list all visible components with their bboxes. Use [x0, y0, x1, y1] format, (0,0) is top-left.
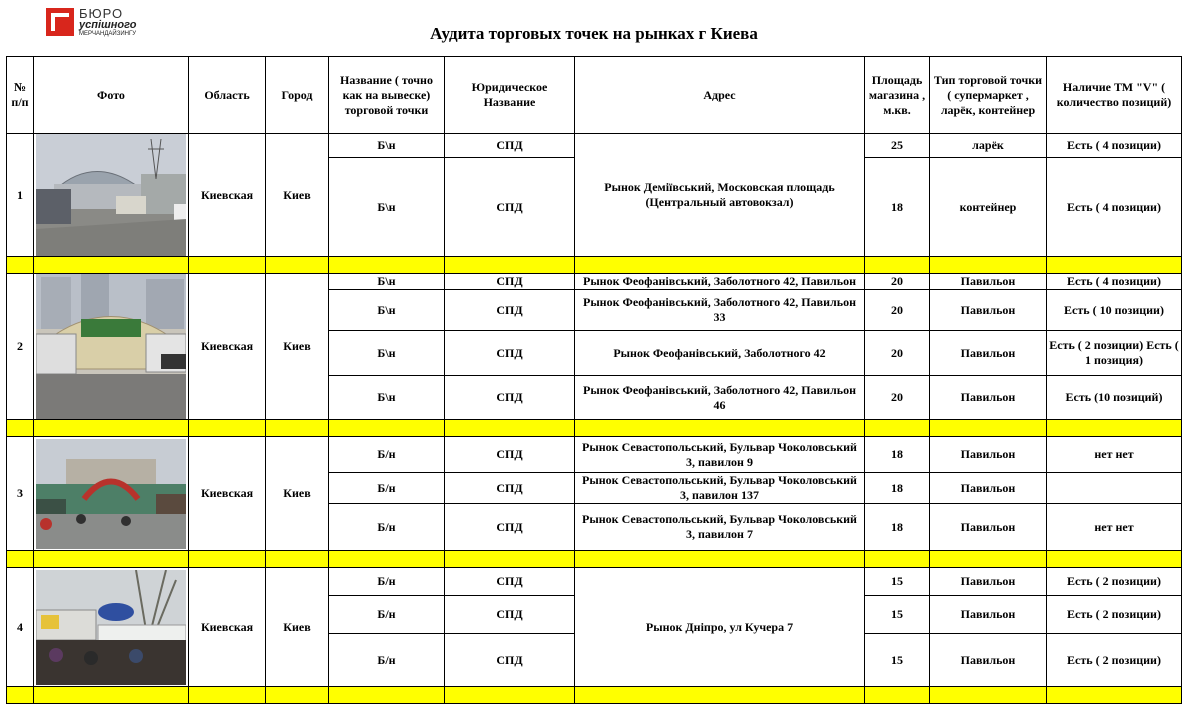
address-cell: Рынок Дніпро, ул Кучера 7 [575, 568, 865, 687]
tm-cell: Есть ( 10 позиции) [1047, 290, 1182, 331]
area-cell: 15 [865, 568, 930, 596]
legal-cell: СПД [445, 596, 575, 634]
address-cell: Рынок Феофанівський, Заболотного 42, Павильон 46 [575, 376, 865, 420]
legal-cell: СПД [445, 376, 575, 420]
name-cell: Б/н [329, 596, 445, 634]
name-cell: Б\н [329, 290, 445, 331]
name-cell: Б/н [329, 473, 445, 504]
area-cell: 20 [865, 331, 930, 376]
address-cell: Рынок Феофанівський, Заболотного 42 [575, 331, 865, 376]
header-photo: Фото [34, 57, 189, 134]
header-tm: Наличие ТМ "V" ( количество позиций) [1047, 57, 1182, 134]
type-cell: ларёк [930, 134, 1047, 158]
legal-cell: СПД [445, 473, 575, 504]
page-title: Аудита торговых точек на рынках г Киева [430, 24, 758, 43]
name-cell: Б/н [329, 568, 445, 596]
tm-cell [1047, 473, 1182, 504]
area-cell: 15 [865, 634, 930, 687]
table-row [7, 134, 1182, 158]
address-cell: Рынок Севастопольський, Бульвар Чоколовський 3, павилон 7 [575, 504, 865, 551]
address-cell: Рынок Севастопольський, Бульвар Чоколовський 3, павилон 9 [575, 437, 865, 473]
name-cell: Б/н [329, 504, 445, 551]
row-number: 4 [7, 568, 34, 687]
address-cell: Рынок Севастопольський, Бульвар Чоколовський 3, павилон 137 [575, 473, 865, 504]
market-2-photo [34, 274, 189, 420]
header-name: Название ( точно как на вывеске) торговой точки [329, 57, 445, 134]
type-cell: Павильон [930, 596, 1047, 634]
city-cell: Киев [266, 437, 329, 551]
header-row [7, 57, 1182, 134]
type-cell: Павильон [930, 290, 1047, 331]
separator-row [7, 551, 1182, 568]
name-cell: Б\н [329, 134, 445, 158]
legal-cell: СПД [445, 290, 575, 331]
tm-cell: нет нет [1047, 437, 1182, 473]
type-cell: Павильон [930, 331, 1047, 376]
market-4-photo [34, 568, 189, 687]
separator-row [7, 687, 1182, 704]
name-cell: Б\н [329, 274, 445, 290]
legal-cell: СПД [445, 274, 575, 290]
separator-row [7, 257, 1182, 274]
city-cell: Киев [266, 274, 329, 420]
region-cell: Киевская [189, 134, 266, 257]
legal-cell: СПД [445, 134, 575, 158]
tm-cell: Есть ( 2 позиции) Есть ( 1 позиция) [1047, 331, 1182, 376]
region-cell: Киевская [189, 274, 266, 420]
tm-cell: Есть ( 4 позиции) [1047, 134, 1182, 158]
legal-cell: СПД [445, 437, 575, 473]
address-cell: Рынок Феофанівський, Заболотного 42, Павильон 33 [575, 290, 865, 331]
table-row [7, 274, 1182, 290]
row-number: 2 [7, 274, 34, 420]
legal-cell: СПД [445, 634, 575, 687]
tm-cell: Есть ( 2 позиции) [1047, 634, 1182, 687]
city-cell: Киев [266, 134, 329, 257]
type-cell: Павильон [930, 634, 1047, 687]
region-cell: Киевская [189, 568, 266, 687]
area-cell: 18 [865, 158, 930, 257]
area-cell: 18 [865, 473, 930, 504]
separator-row [7, 420, 1182, 437]
tm-cell: Есть ( 2 позиции) [1047, 568, 1182, 596]
row-number: 1 [7, 134, 34, 257]
tm-cell: Есть (10 позиций) [1047, 376, 1182, 420]
type-cell: Павильон [930, 376, 1047, 420]
name-cell: Б/н [329, 634, 445, 687]
city-cell: Киев [266, 568, 329, 687]
area-cell: 20 [865, 274, 930, 290]
address-cell: Рынок Феофанівський, Заболотного 42, Павильон [575, 274, 865, 290]
tm-cell: Есть ( 2 позиции) [1047, 596, 1182, 634]
header-legal: Юридическое Название [445, 57, 575, 134]
legal-cell: СПД [445, 331, 575, 376]
header-region: Область [189, 57, 266, 134]
area-cell: 15 [865, 596, 930, 634]
row-number: 3 [7, 437, 34, 551]
type-cell: Павильон [930, 437, 1047, 473]
logo-line-2: успішного [79, 19, 137, 31]
tm-cell: Есть ( 4 позиции) [1047, 158, 1182, 257]
market-3-photo [34, 437, 189, 551]
header-address: Адрес [575, 57, 865, 134]
header-type: Тип торговой точки ( супермаркет , ларёк, контейнер [930, 57, 1047, 134]
name-cell: Б\н [329, 331, 445, 376]
legal-cell: СПД [445, 158, 575, 257]
region-cell: Киевская [189, 437, 266, 551]
type-cell: Павильон [930, 504, 1047, 551]
market-1-photo [34, 134, 189, 257]
type-cell: Павильон [930, 473, 1047, 504]
table-row [7, 437, 1182, 473]
address-cell: Рынок Деміївський, Московская площадь (Центральный автовокзал) [575, 134, 865, 257]
tm-cell: нет нет [1047, 504, 1182, 551]
name-cell: Б\н [329, 158, 445, 257]
table-row [7, 568, 1182, 596]
type-cell: Павильон [930, 568, 1047, 596]
area-cell: 18 [865, 504, 930, 551]
area-cell: 20 [865, 376, 930, 420]
type-cell: Павильон [930, 274, 1047, 290]
area-cell: 18 [865, 437, 930, 473]
name-cell: Б/н [329, 437, 445, 473]
name-cell: Б\н [329, 376, 445, 420]
type-cell: контейнер [930, 158, 1047, 257]
logo-line-3: МЕРЧАНДАЙЗИНГУ [79, 31, 137, 37]
area-cell: 25 [865, 134, 930, 158]
audit-table [6, 56, 1182, 704]
header-area: Площадь магазина , м.кв. [865, 57, 930, 134]
legal-cell: СПД [445, 504, 575, 551]
legal-cell: СПД [445, 568, 575, 596]
logo-line-1: БЮРО [79, 6, 124, 21]
area-cell: 20 [865, 290, 930, 331]
header-num: № п/п [7, 57, 34, 134]
tm-cell: Есть ( 4 позиции) [1047, 274, 1182, 290]
header-city: Город [266, 57, 329, 134]
